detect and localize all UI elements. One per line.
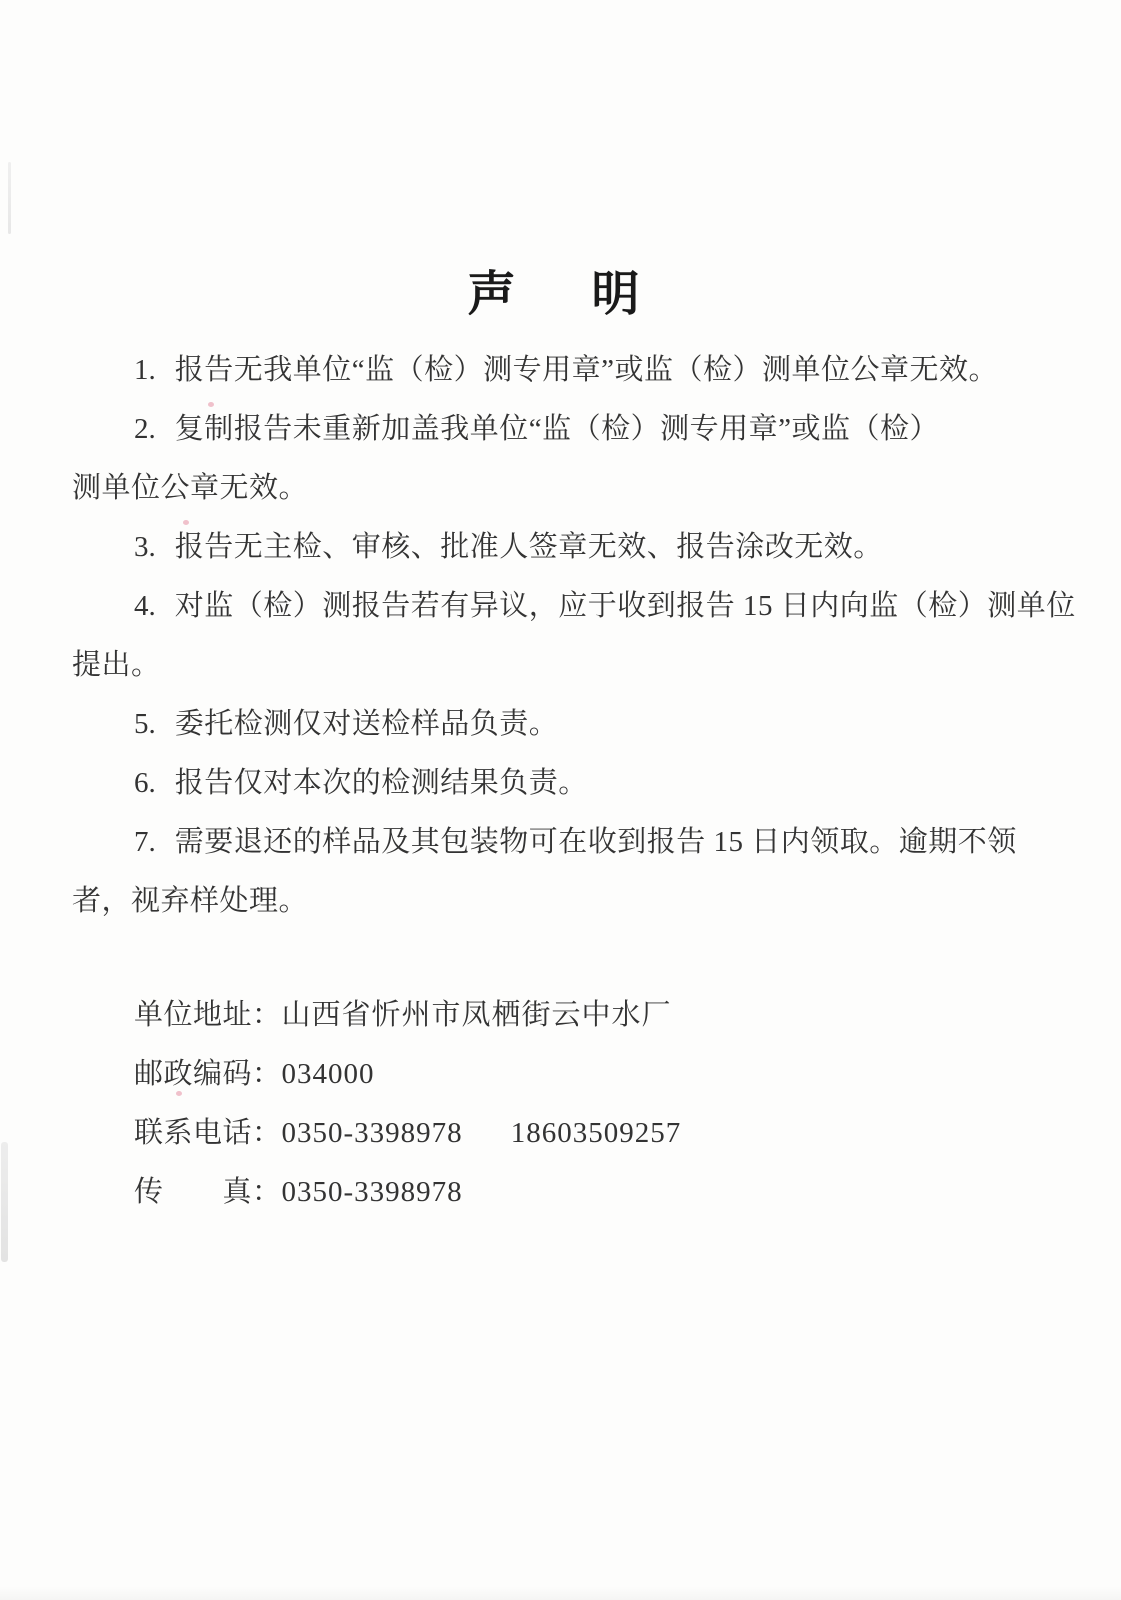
declaration-item-2-continuation: 测单位公章无效。 [72,472,309,504]
item-number: 5. [134,708,156,740]
item-number: 6. [134,767,156,799]
item-number: 1. [134,354,156,386]
address-label: 单位地址： [134,999,282,1031]
postal-code-label: 邮政编码： [134,1058,282,1090]
declaration-item-4 [72,577,1081,636]
item-number: 3. [134,531,156,563]
address-value: 山西省忻州市凤栖街云中水厂 [281,999,672,1031]
page-title: 声 明 [467,266,654,322]
item-number: 2. [134,413,156,445]
declaration-item-2 [72,400,1081,459]
declaration-item-1 [72,341,1081,400]
item-number: 4. [134,590,156,622]
phone-label: 联系电话： [134,1117,282,1149]
item-number: 7. [134,826,156,858]
item-text: 报告无主检、审核、批准人签章无效、报告涂改无效。 [174,531,883,563]
declaration-item-7 [72,813,1081,872]
item-text: 复制报告未重新加盖我单位“监（检）测专用章”或监（检） [174,413,939,445]
item-text: 需要退还的样品及其包装物可在收到报告 15 日内领取。逾期不领 [174,826,1017,858]
phone-value-2: 18603509257 [510,1117,682,1149]
postal-code-value: 034000 [281,1058,375,1090]
declaration-item-3 [72,518,1081,577]
contact-postal-line [72,1045,1081,1104]
scan-bottom-shade [0,1586,1121,1600]
item-text: 委托检测仅对送检样品负责。 [174,708,559,740]
item-text: 报告仅对本次的检测结果负责。 [174,767,588,799]
fax-value: 0350-3398978 [281,1176,463,1208]
contact-phone-line [72,1104,1081,1163]
phone-value-1: 0350-3398978 [281,1117,463,1149]
declaration-item-6 [72,754,1081,813]
item-text: 报告无我单位“监（检）测专用章”或监（检）测单位公章无效。 [174,354,998,386]
declaration-body [0,341,1121,1222]
contact-info-block [72,986,1081,1222]
declaration-item-7-continuation: 者，视弃样处理。 [72,885,309,917]
scan-edge-streak [8,162,11,234]
contact-address-line [72,986,1081,1045]
declaration-item-4-continuation: 提出。 [72,649,161,681]
fax-label: 传 真： [134,1176,282,1208]
declaration-item-5 [72,695,1081,754]
item-text: 对监（检）测报告若有异议，应于收到报告 15 日内向监（检）测单位 [174,590,1076,622]
contact-fax-line [72,1163,1081,1222]
